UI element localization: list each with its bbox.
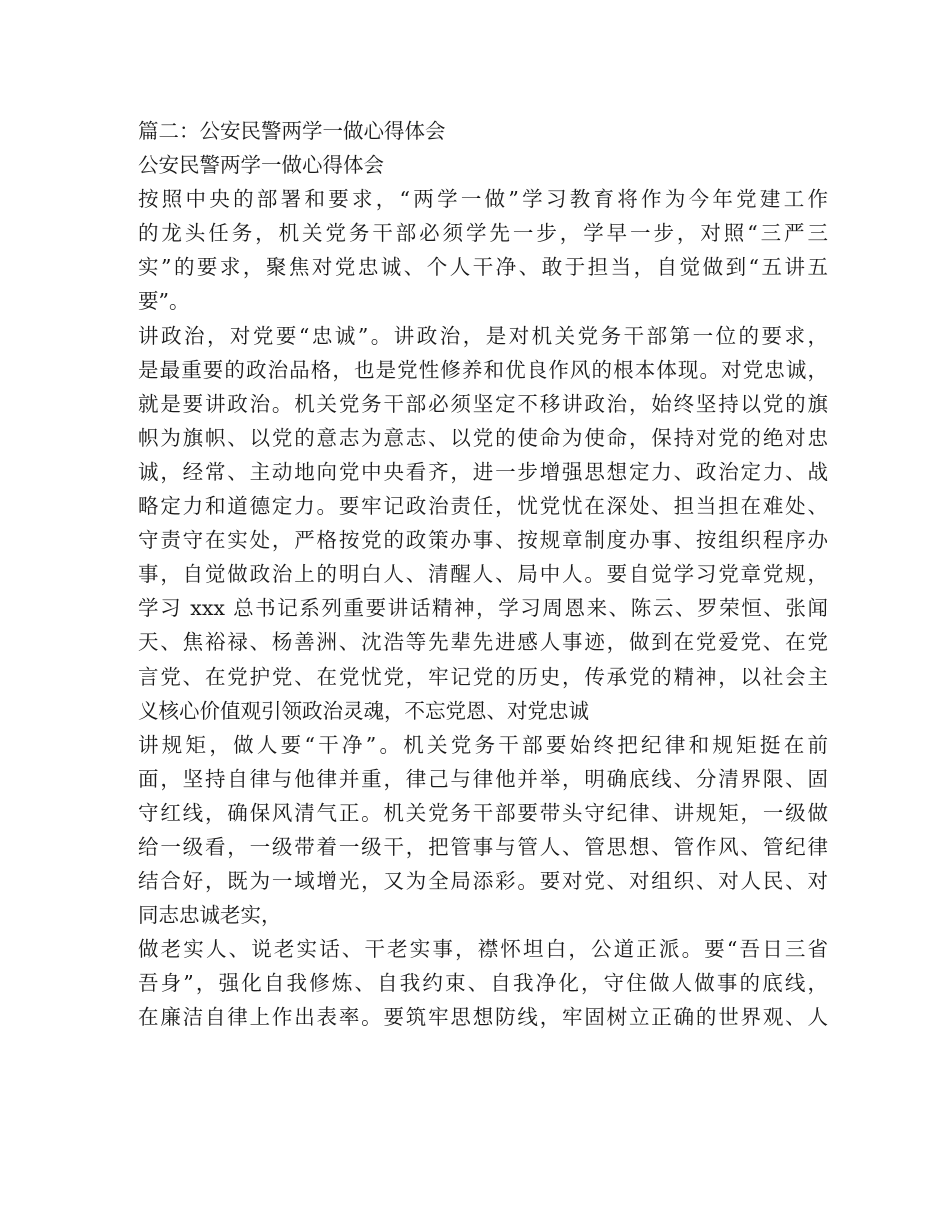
- text-line: 做老实人、说老实话、干老实事，襟怀坦白，公道正派。要“吾日三省: [138, 937, 828, 962]
- text-line: 吾身”，强化自我修炼、自我约束、自我净化，守住做人做事的底线，: [138, 971, 828, 996]
- text-line: 守责守在实处，严格按党的政策办事、按规章制度办事、按组织程序办: [138, 528, 828, 553]
- text-line: 面，坚持自律与他律并重，律己与律他并举，明确底线、分清界限、固: [138, 766, 828, 791]
- text-line: 在廉洁自律上作出表率。要筑牢思想防线，牢固树立正确的世界观、人: [138, 1005, 828, 1030]
- heading-article-title: 公安民警两学一做心得体会: [138, 153, 384, 178]
- text-line: 就是要讲政治。机关党务干部必须坚定不移讲政治，始终坚持以党的旗: [138, 391, 828, 416]
- heading-chapter-title: 篇二：公安民警两学一做心得体会: [138, 119, 446, 143]
- text-line: 讲规矩，做人要“干净”。机关党务干部要始终把纪律和规矩挺在前: [138, 732, 828, 757]
- text-line: 学习 xxx 总书记系列重要讲话精神，学习周恩来、陈云、罗荣恒、张闻: [138, 596, 828, 621]
- text-line: 实”的要求，聚焦对党忠诚、个人干净、敢于担当，自觉做到“五讲五: [138, 255, 828, 280]
- text-line: 结合好，既为一域增光，又为全局添彩。要对党、对组织、对人民、对: [138, 869, 828, 894]
- text-line: 天、焦裕禄、杨善洲、沈浩等先辈先进感人事迹，做到在党爱党、在党: [138, 630, 828, 655]
- text-line: 略定力和道德定力。要牢记政治责任，忧党忧在深处、担当担在难处、: [138, 494, 828, 519]
- text-line: 守红线，确保风清气正。机关党务干部要带头守纪律、讲规矩，一级做: [138, 800, 828, 825]
- document-body: [138, 114, 828, 1035]
- text-line: 讲政治，对党要“忠诚”。讲政治，是对机关党务干部第一位的要求，: [138, 323, 828, 348]
- text-line: 按照中央的部署和要求，“两学一做”学习教育将作为今年党建工作: [138, 187, 828, 212]
- text-line: 是最重要的政治品格，也是党性修养和优良作风的根本体现。对党忠诚，: [138, 357, 828, 382]
- text-line: 给一级看，一级带着一级干，把管事与管人、管思想、管作风、管纪律: [138, 834, 828, 859]
- text-line: 的龙头任务，机关党务干部必须学先一步，学早一步，对照“三严三: [138, 221, 828, 246]
- text-line: 帜为旗帜、以党的意志为意志、以党的使命为使命，保持对党的绝对忠: [138, 425, 828, 450]
- text-line: 事，自觉做政治上的明白人、清醒人、局中人。要自觉学习党章党规，: [138, 562, 828, 587]
- text-line: 义核心价值观引领政治灵魂，不忘党恩、对党忠诚: [138, 698, 589, 723]
- text-line: 言党、在党护党、在党忧党，牢记党的历史，传承党的精神，以社会主: [138, 664, 828, 689]
- text-line: 同志忠诚老实，: [138, 903, 282, 928]
- text-line: 要”。: [138, 289, 190, 314]
- text-line: 诚，经常、主动地向党中央看齐，进一步增强思想定力、政治定力、战: [138, 459, 828, 484]
